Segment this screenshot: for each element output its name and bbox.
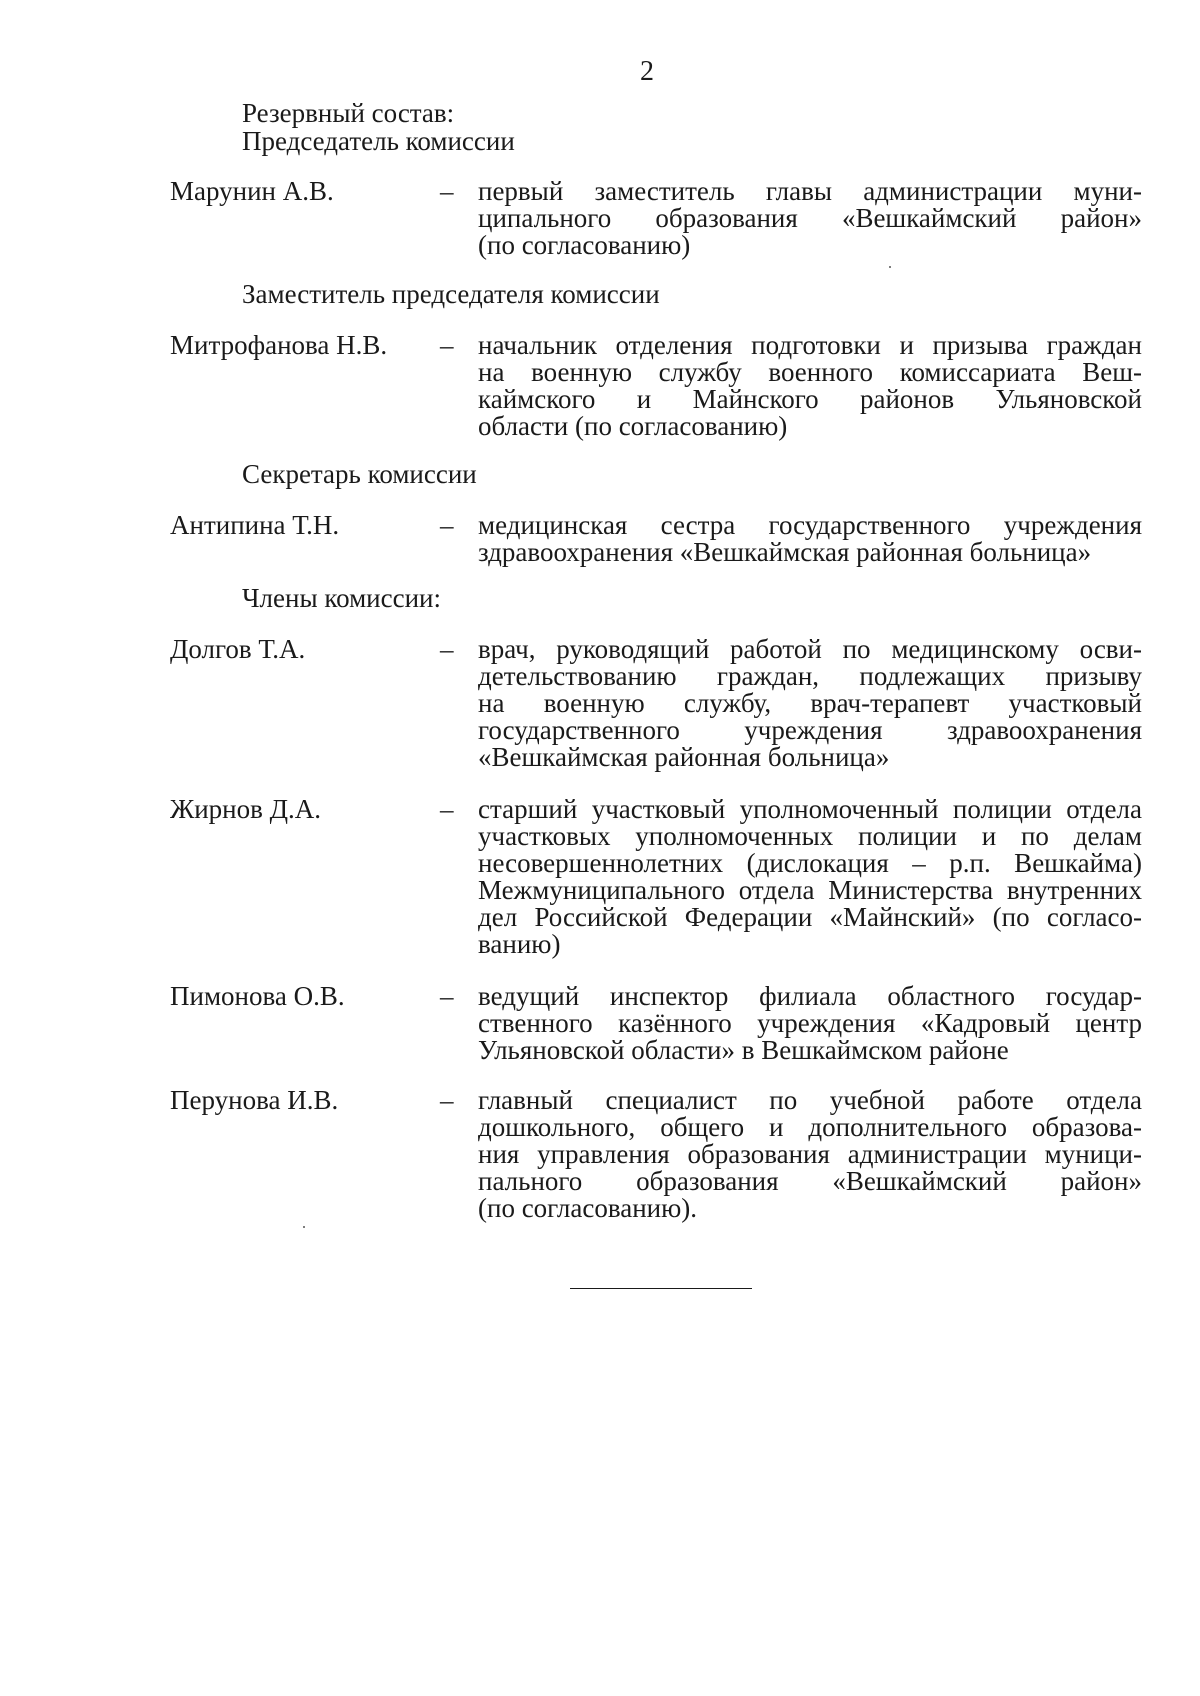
description-line: Ульяновской области» в Вешкаймском районе xyxy=(478,1035,1009,1065)
dash: – xyxy=(440,634,454,664)
member-name: Пимонова О.В. xyxy=(170,981,345,1011)
description-line: Межмуниципального отдела Министерства внутренних xyxy=(478,875,1142,905)
heading-members: Члены комиссии: xyxy=(242,583,441,613)
description-line: главный специалист по учебной работе отдела xyxy=(478,1085,1142,1115)
member-description xyxy=(478,636,1142,771)
description-line: ведущий инспектор филиала областного государ- xyxy=(478,981,1142,1011)
description-line: здравоохранения «Вешкаймская районная больница» xyxy=(478,537,1092,567)
heading-secretary: Секретарь комиссии xyxy=(242,459,477,489)
member-description xyxy=(478,1087,1142,1222)
member-name: Марунин А.В. xyxy=(170,176,334,206)
description-line: ственного казённого учреждения «Кадровый центр xyxy=(478,1008,1142,1038)
description-line: области (по согласованию) xyxy=(478,411,788,441)
member-description xyxy=(478,796,1142,958)
heading-reserve: Резервный состав: xyxy=(242,98,455,128)
dash: – xyxy=(440,176,454,206)
description-line: детельствованию граждан, подлежащих призыву xyxy=(478,661,1142,691)
description-line: первый заместитель главы администрации муни- xyxy=(478,176,1142,206)
description-line: начальник отделения подготовки и призыва граждан xyxy=(478,330,1142,360)
description-line: несовершеннолетних (дислокация – р.п. Вешкайма) xyxy=(478,848,1142,878)
description-line: участковых уполномоченных полиции и по делам xyxy=(478,821,1142,851)
page-number: 2 xyxy=(640,56,654,87)
description-line: дел Российской Федерации «Майнский» (по согласо- xyxy=(478,902,1142,932)
dash: – xyxy=(440,981,454,1011)
closing-rule xyxy=(570,1288,752,1289)
description-line: на военную службу военного комиссариата Веш- xyxy=(478,357,1142,387)
scan-speck xyxy=(303,1226,305,1228)
member-name: Долгов Т.А. xyxy=(170,634,306,664)
member-name: Митрофанова Н.В. xyxy=(170,330,388,360)
heading-deputy: Заместитель председателя комиссии xyxy=(242,279,660,309)
description-line: каймского и Майнского районов Ульяновской xyxy=(478,384,1142,414)
description-line: ванию) xyxy=(478,929,561,959)
member-description xyxy=(478,983,1142,1064)
description-line: пального образования «Вешкаймский район» xyxy=(478,1166,1142,1196)
member-name: Антипина Т.Н. xyxy=(170,510,340,540)
description-line: (по согласованию). xyxy=(478,1193,698,1223)
description-line: врач, руководящий работой по медицинскому осви- xyxy=(478,634,1142,664)
description-line: старший участковый уполномоченный полиции отдела xyxy=(478,794,1142,824)
description-line: ния управления образования администрации муници- xyxy=(478,1139,1142,1169)
scan-speck xyxy=(889,266,891,268)
dash: – xyxy=(440,1085,454,1115)
dash: – xyxy=(440,510,454,540)
description-line: медицинская сестра государственного учреждения xyxy=(478,510,1142,540)
description-line: «Вешкаймская районная больница» xyxy=(478,742,890,772)
description-line: ципального образования «Вешкаймский район» xyxy=(478,203,1142,233)
dash: – xyxy=(440,330,454,360)
member-description xyxy=(478,332,1142,440)
member-description xyxy=(478,512,1142,566)
description-line: (по согласованию) xyxy=(478,230,691,260)
description-line: на военную службу, врач-терапевт участковый xyxy=(478,688,1142,718)
member-name: Перунова И.В. xyxy=(170,1085,339,1115)
member-name: Жирнов Д.А. xyxy=(170,794,322,824)
heading-chairman: Председатель комиссии xyxy=(242,126,515,156)
dash: – xyxy=(440,794,454,824)
member-description xyxy=(478,178,1142,259)
description-line: государственного учреждения здравоохранения xyxy=(478,715,1142,745)
description-line: дошкольного, общего и дополнительного образова- xyxy=(478,1112,1142,1142)
